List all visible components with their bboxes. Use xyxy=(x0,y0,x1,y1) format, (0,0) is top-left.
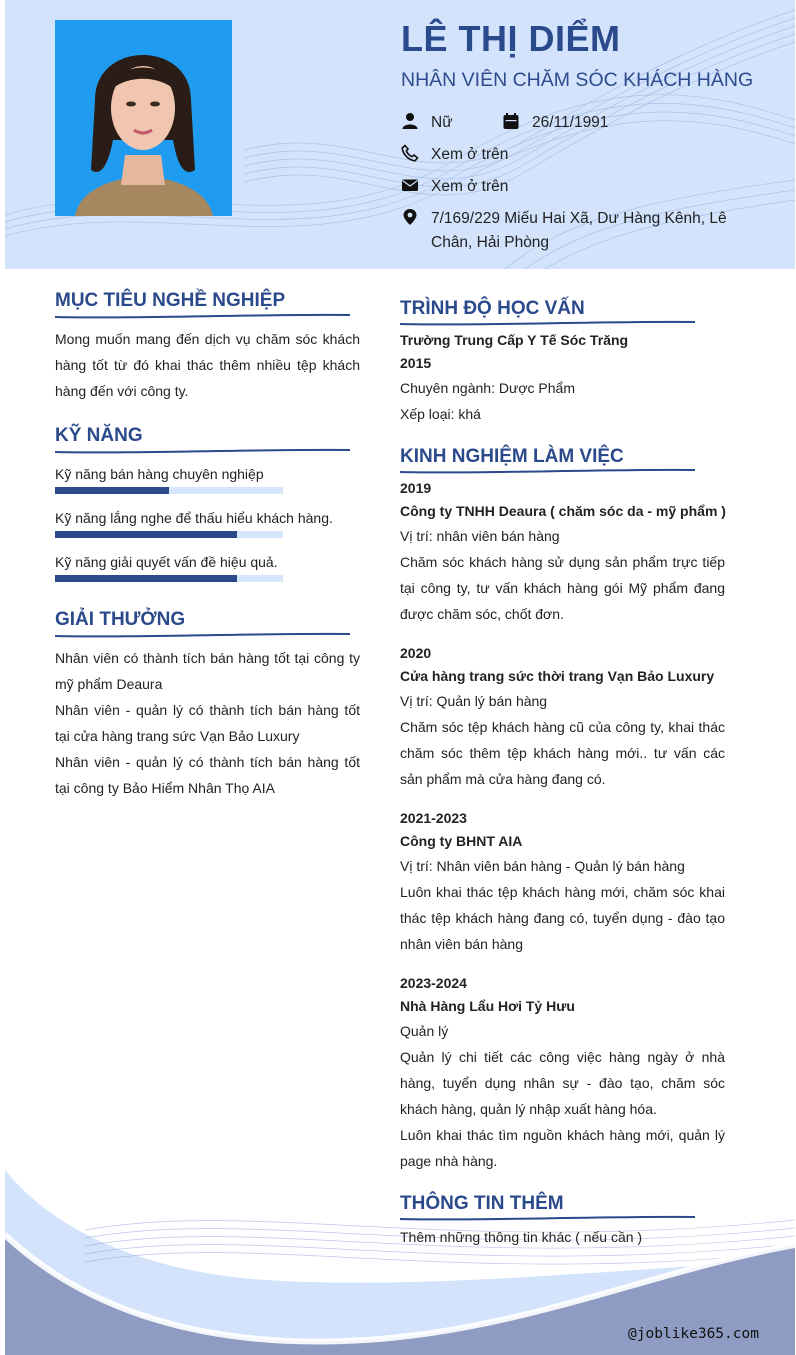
profile-photo xyxy=(55,20,232,216)
job-company: Công ty BHNT AIA xyxy=(400,833,523,849)
experience-heading: KINH NGHIỆM LÀM VIỆC xyxy=(400,446,624,467)
skill-bar-fill xyxy=(55,575,237,582)
extra-heading: THÔNG TIN THÊM xyxy=(400,1193,564,1214)
award-item: Nhân viên - quản lý có thành tích bán hàng tốt tại công ty Bảo Hiểm Nhân Thọ AIA xyxy=(55,754,360,796)
job-position: Vị trí: Quản lý bán hàng xyxy=(400,693,548,709)
watermark-credit: @joblike365.com xyxy=(628,1326,759,1342)
job-period: 2019 xyxy=(400,480,432,496)
address-value: 7/169/229 Miếu Hai Xã, Dư Hàng Kênh, Lê Chân, Hải Phòng xyxy=(431,210,727,251)
award-item: Nhân viên - quản lý có thành tích bán hàng tốt tại cửa hàng trang sức Vạn Bảo Luxury xyxy=(55,702,360,744)
job-description-extra: Luôn khai thác tìm nguồn khách hàng mới, quản lý page nhà hàng. xyxy=(400,1127,725,1169)
objective-underline xyxy=(55,312,350,320)
experience-underline xyxy=(400,467,695,475)
birthday-value: 26/11/1991 xyxy=(532,114,609,131)
address-row xyxy=(401,207,746,255)
awards-heading: GIẢI THƯỞNG xyxy=(55,609,186,630)
skills-underline xyxy=(55,447,350,455)
job-period: 2021-2023 xyxy=(400,810,467,826)
objective-text: Mong muốn mang đến dịch vụ chăm sóc khách hàng tốt từ đó khai thác thêm nhiều tệp khách hàng đến với công ty. xyxy=(55,331,360,399)
skill-bar xyxy=(55,487,283,494)
school-name: Trường Trung Cấp Y Tế Sóc Trăng xyxy=(400,332,629,348)
skill-label: Kỹ năng giải quyết vấn đề hiệu quả. xyxy=(55,554,278,570)
user-icon xyxy=(401,112,419,130)
skill-bar-fill xyxy=(55,531,237,538)
job-description: Luôn khai thác tệp khách hàng mới, chăm sóc khai thác tệp khách hàng đang có, tuyển dụng - đào tạo nhân viên bán hàng xyxy=(400,884,725,952)
job-description: Chăm sóc khách hàng sử dụng sản phẩm trực tiếp tại công ty, tư vấn khách hàng gói Mỹ phẩm đang được chăm sóc, chốt đơn. xyxy=(400,554,725,622)
objective-heading: MỤC TIÊU NGHỀ NGHIỆP xyxy=(55,290,286,311)
skill-label: Kỹ năng bán hàng chuyên nghiệp xyxy=(55,466,264,482)
job-company: Cửa hàng trang sức thời trang Vạn Bảo Luxury xyxy=(400,668,715,684)
location-icon xyxy=(401,208,419,226)
job-company: Nhà Hàng Lẩu Hơi Tỷ Hưu xyxy=(400,998,575,1014)
skill-label: Kỹ năng lắng nghe để thấu hiểu khách hàng. xyxy=(55,510,333,526)
gender-row xyxy=(401,111,453,135)
skill-bar-fill xyxy=(55,487,169,494)
gender-value: Nữ xyxy=(431,114,453,131)
job-description: Quản lý chi tiết các công việc hàng ngày ở nhà hàng, tuyển dụng nhân sự - đào tạo, chăm sóc khách hàng, quản lý nhập xuất hàng hóa. xyxy=(400,1049,725,1117)
job-position: Quản lý xyxy=(400,1023,449,1039)
phone-row xyxy=(401,143,508,167)
calendar-icon xyxy=(502,112,520,130)
education-underline xyxy=(400,319,695,327)
education-major: Chuyên ngành: Dược Phẩm xyxy=(400,380,575,396)
job-title: NHÂN VIÊN CHĂM SÓC KHÁCH HÀNG xyxy=(401,69,754,91)
awards-underline xyxy=(55,631,350,639)
job-company: Công ty TNHH Deaura ( chăm sóc da - mỹ phẩm ) xyxy=(400,503,726,519)
job-position: Vị trí: Nhân viên bán hàng - Quản lý bán hàng xyxy=(400,858,685,874)
birthday-row xyxy=(502,111,608,135)
extra-underline xyxy=(400,1214,695,1222)
skill-bar xyxy=(55,531,283,538)
job-period: 2020 xyxy=(400,645,432,661)
phone-icon xyxy=(401,144,419,162)
education-grade: Xếp loại: khá xyxy=(400,406,481,422)
phone-value: Xem ở trên xyxy=(431,146,509,163)
email-icon xyxy=(401,176,419,194)
header xyxy=(5,0,795,269)
education-year: 2015 xyxy=(400,355,432,371)
extra-text: Thêm những thông tin khác ( nếu cần ) xyxy=(400,1229,643,1245)
job-description: Chăm sóc tệp khách hàng cũ của công ty, khai thác chăm sóc thêm tệp khách hàng mới.. tư vấn các sản phẩm mà cửa hàng đang có. xyxy=(400,719,725,787)
email-value: Xem ở trên xyxy=(431,178,509,195)
candidate-name: LÊ THỊ DIỂM xyxy=(401,18,621,59)
job-position: Vị trí: nhân viên bán hàng xyxy=(400,528,560,544)
skill-bar xyxy=(55,575,283,582)
job-period: 2023-2024 xyxy=(400,975,467,991)
education-heading: TRÌNH ĐỘ HỌC VẤN xyxy=(400,298,585,319)
award-item: Nhân viên có thành tích bán hàng tốt tại công ty mỹ phẩm Deaura xyxy=(55,650,360,692)
skills-heading: KỸ NĂNG xyxy=(55,425,143,446)
email-row xyxy=(401,175,508,199)
